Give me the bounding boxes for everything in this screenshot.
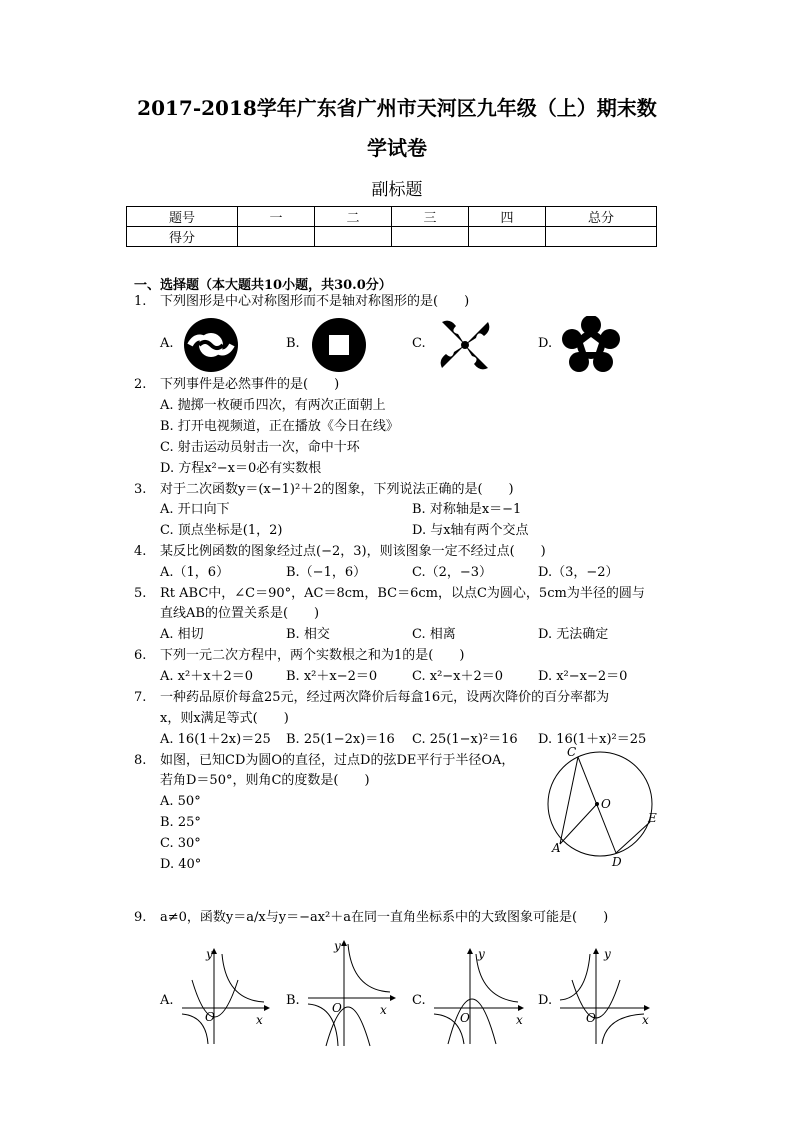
option-text: A. 开口向下 <box>160 502 230 517</box>
question-number: 5. <box>134 586 147 601</box>
subtitle: 副标题 <box>371 180 423 200</box>
table-cell: 二 <box>315 207 392 227</box>
axis-label-y: y <box>206 947 213 961</box>
option-text: B. 25° <box>160 815 201 830</box>
option-label: A. <box>160 993 174 1008</box>
question-stem-line-1: 一种药品原价每盒25元，经过两次降价后每盒16元，设两次降价的百分率都为 <box>160 690 610 705</box>
question-number: 8. <box>134 753 147 768</box>
axis-label-x: x <box>256 1013 263 1027</box>
option-text: C. 相离 <box>412 627 456 642</box>
option-text: A. 50° <box>160 794 201 809</box>
question-number: 3. <box>134 482 147 497</box>
point-label-d: D <box>612 855 622 869</box>
option-label: A. <box>160 336 174 351</box>
table-cell: 四 <box>469 207 546 227</box>
title-line-2: 学试卷 <box>367 136 427 160</box>
origin-label: O <box>332 1001 342 1015</box>
option-text: D. 与x轴有两个交点 <box>412 523 529 538</box>
question-stem: 下列图形是中心对称图形而不是轴对称图形的是( ) <box>160 294 470 309</box>
option-text: B. 对称轴是x＝−1 <box>412 502 522 517</box>
butterfly-figure <box>436 316 494 374</box>
origin-label: O <box>460 1011 470 1025</box>
option-text: C.（2，−3） <box>412 565 493 580</box>
table-cell: 题号 <box>127 207 238 227</box>
pentagon-flower-figure <box>562 316 620 374</box>
table-cell <box>315 227 392 247</box>
question-number: 6. <box>134 648 147 663</box>
section-heading: 一、选择题（本大题共10小题，共30.0分） <box>134 278 392 293</box>
option-text: D. 方程x²−x＝0必有实数根 <box>160 461 322 476</box>
table-cell: 三 <box>392 207 469 227</box>
option-text: B.（−1，6） <box>286 565 367 580</box>
option-text: B. 打开电视频道，正在播放《今日在线》 <box>160 419 399 434</box>
table-cell: 得分 <box>127 227 238 247</box>
option-label: B. <box>286 993 300 1008</box>
table-cell <box>546 227 657 247</box>
question-stem-line-1: 如图，已知CD为圆O的直径，过点D的弦DE平行于半径OA， <box>160 753 515 768</box>
option-text: A. 抛掷一枚硬币四次，有两次正面朝上 <box>160 398 386 413</box>
option-text: C. 25(1−x)²＝16 <box>412 732 518 747</box>
axis-label-y: y <box>334 939 341 953</box>
point-label-o: O <box>601 797 611 811</box>
question-number: 9. <box>134 910 147 925</box>
option-text: A. 相切 <box>160 627 204 642</box>
axis-label-x: x <box>642 1013 649 1027</box>
option-text: B. 相交 <box>286 627 330 642</box>
score-table <box>126 206 657 247</box>
question-stem: 对于二次函数y＝(x−1)²＋2的图象，下列说法正确的是( ) <box>160 482 514 497</box>
point-label-e: E <box>648 811 657 825</box>
question-stem-line-2: 若角D＝50°，则角C的度数是( ) <box>160 773 370 788</box>
question-number: 1. <box>134 294 147 309</box>
question-stem: a≠0，函数y＝a/x与y＝−ax²＋a在同一直角坐标系中的大致图象可能是( ) <box>160 910 609 925</box>
question-number: 4. <box>134 544 147 559</box>
option-text: A.（1，6） <box>160 565 230 580</box>
option-text: B. x²＋x−2＝0 <box>286 669 378 684</box>
circle-geometry-figure <box>540 744 666 870</box>
option-text: C. 射击运动员射击一次，命中十环 <box>160 440 360 455</box>
table-cell: 一 <box>238 207 315 227</box>
question-stem: 下列事件是必然事件的是( ) <box>160 377 340 392</box>
score-table-header-row <box>127 207 657 227</box>
yin-yang-like-figure <box>182 316 240 374</box>
option-text: C. x²−x＋2＝0 <box>412 669 504 684</box>
graph-option-c <box>430 944 526 1048</box>
option-text: A. x²＋x＋2＝0 <box>160 669 254 684</box>
question-stem-line-2: x，则x满足等式( ) <box>160 711 289 726</box>
option-label: C. <box>412 993 426 1008</box>
option-text: D.（3，−2） <box>538 565 619 580</box>
option-label: D. <box>538 336 553 351</box>
option-text: D. 16(1＋x)²＝25 <box>538 732 647 747</box>
table-cell <box>238 227 315 247</box>
axis-label-x: x <box>380 1003 387 1017</box>
option-text: C. 顶点坐标是(1，2) <box>160 523 283 538</box>
table-cell: 总分 <box>546 207 657 227</box>
question-number: 2. <box>134 377 147 392</box>
option-label: D. <box>538 993 553 1008</box>
question-stem: 某反比例函数的图象经过点(−2，3)，则该图象一定不经过点( ) <box>160 544 546 559</box>
graph-option-b <box>304 938 396 1048</box>
origin-label: O <box>586 1011 596 1025</box>
graph-option-a <box>178 944 270 1048</box>
axis-label-y: y <box>604 947 611 961</box>
option-label: C. <box>412 336 426 351</box>
question-stem-line-2: 直线AB的位置关系是( ) <box>160 606 320 621</box>
option-text: A. 16(1＋2x)＝25 <box>160 732 271 747</box>
option-text: B. 25(1−2x)＝16 <box>286 732 395 747</box>
option-label: B. <box>286 336 300 351</box>
origin-label: O <box>205 1010 215 1024</box>
question-number: 7. <box>134 690 147 705</box>
option-text: C. 30° <box>160 836 201 851</box>
axis-label-y: y <box>478 947 485 961</box>
graph-option-d <box>556 944 652 1048</box>
point-label-a: A <box>552 841 561 855</box>
point-label-c: C <box>567 745 577 759</box>
axis-label-x: x <box>516 1013 523 1027</box>
question-stem: 下列一元二次方程中，两个实数根之和为1的是( ) <box>160 648 465 663</box>
table-cell <box>469 227 546 247</box>
coin-figure <box>310 316 368 374</box>
score-table-score-row <box>127 227 657 247</box>
table-cell <box>392 227 469 247</box>
option-text: D. 无法确定 <box>538 627 609 642</box>
option-text: D. 40° <box>160 857 202 872</box>
question-stem-line-1: Rt ABC中，∠C＝90°，AC＝8cm，BC＝6cm，以点C为圆心，5cm为半径的圆与 <box>160 586 645 601</box>
option-text: D. x²−x−2＝0 <box>538 669 628 684</box>
title-line-1: 2017-2018学年广东省广州市天河区九年级（上）期末数 <box>137 96 657 120</box>
